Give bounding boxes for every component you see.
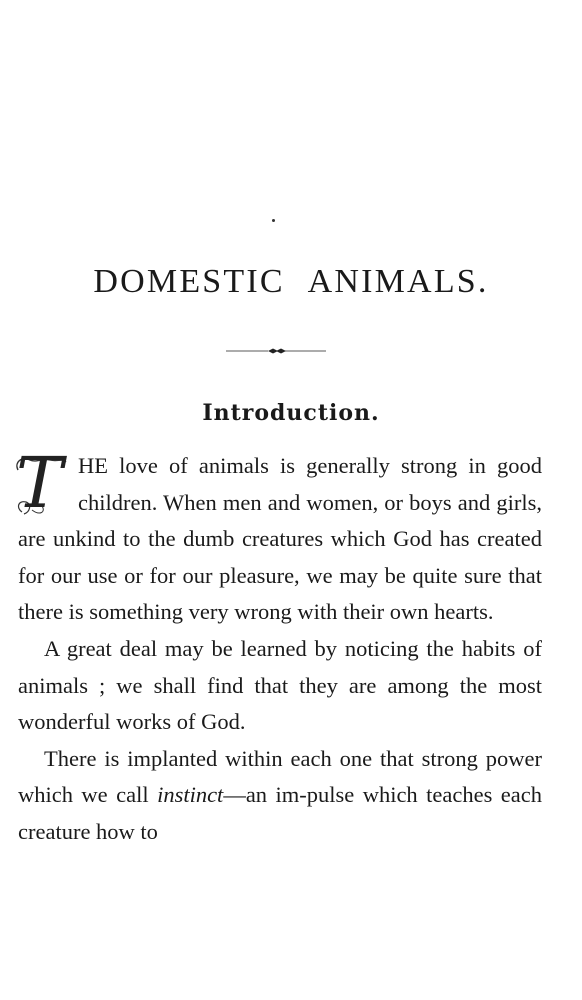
paragraph-2: A great deal may be learned by noticing the habits of animals ; we shall find that they are among the most wonderful works of God. xyxy=(18,635,542,735)
chapter-title: DOMESTIC ANIMALS. xyxy=(93,263,489,300)
dropcap-initial xyxy=(12,442,74,524)
paragraph-3-text-before: There is implanted within each one that strong power which we call xyxy=(18,745,542,808)
page-speck xyxy=(272,219,275,222)
paragraph-1-text: HE love of animals is generally strong in good children. When men and women, or boys and girls, are unkind to the dumb creatures which God has created for our use or for our pleasure, we may be quite sure that there is something very wrong with their own hearts. xyxy=(18,453,542,625)
paragraph-3-emphasis: instinct xyxy=(157,782,224,808)
ornament-divider xyxy=(226,348,326,354)
paragraph-1 xyxy=(16,442,542,631)
paragraph-3 xyxy=(18,741,542,851)
body-text xyxy=(16,442,542,851)
paragraph-3-text-after: —an im-pulse which teaches each creature how to xyxy=(18,782,542,844)
dropcap-letter: T xyxy=(16,442,63,524)
section-subtitle: Introduction. xyxy=(202,400,380,426)
